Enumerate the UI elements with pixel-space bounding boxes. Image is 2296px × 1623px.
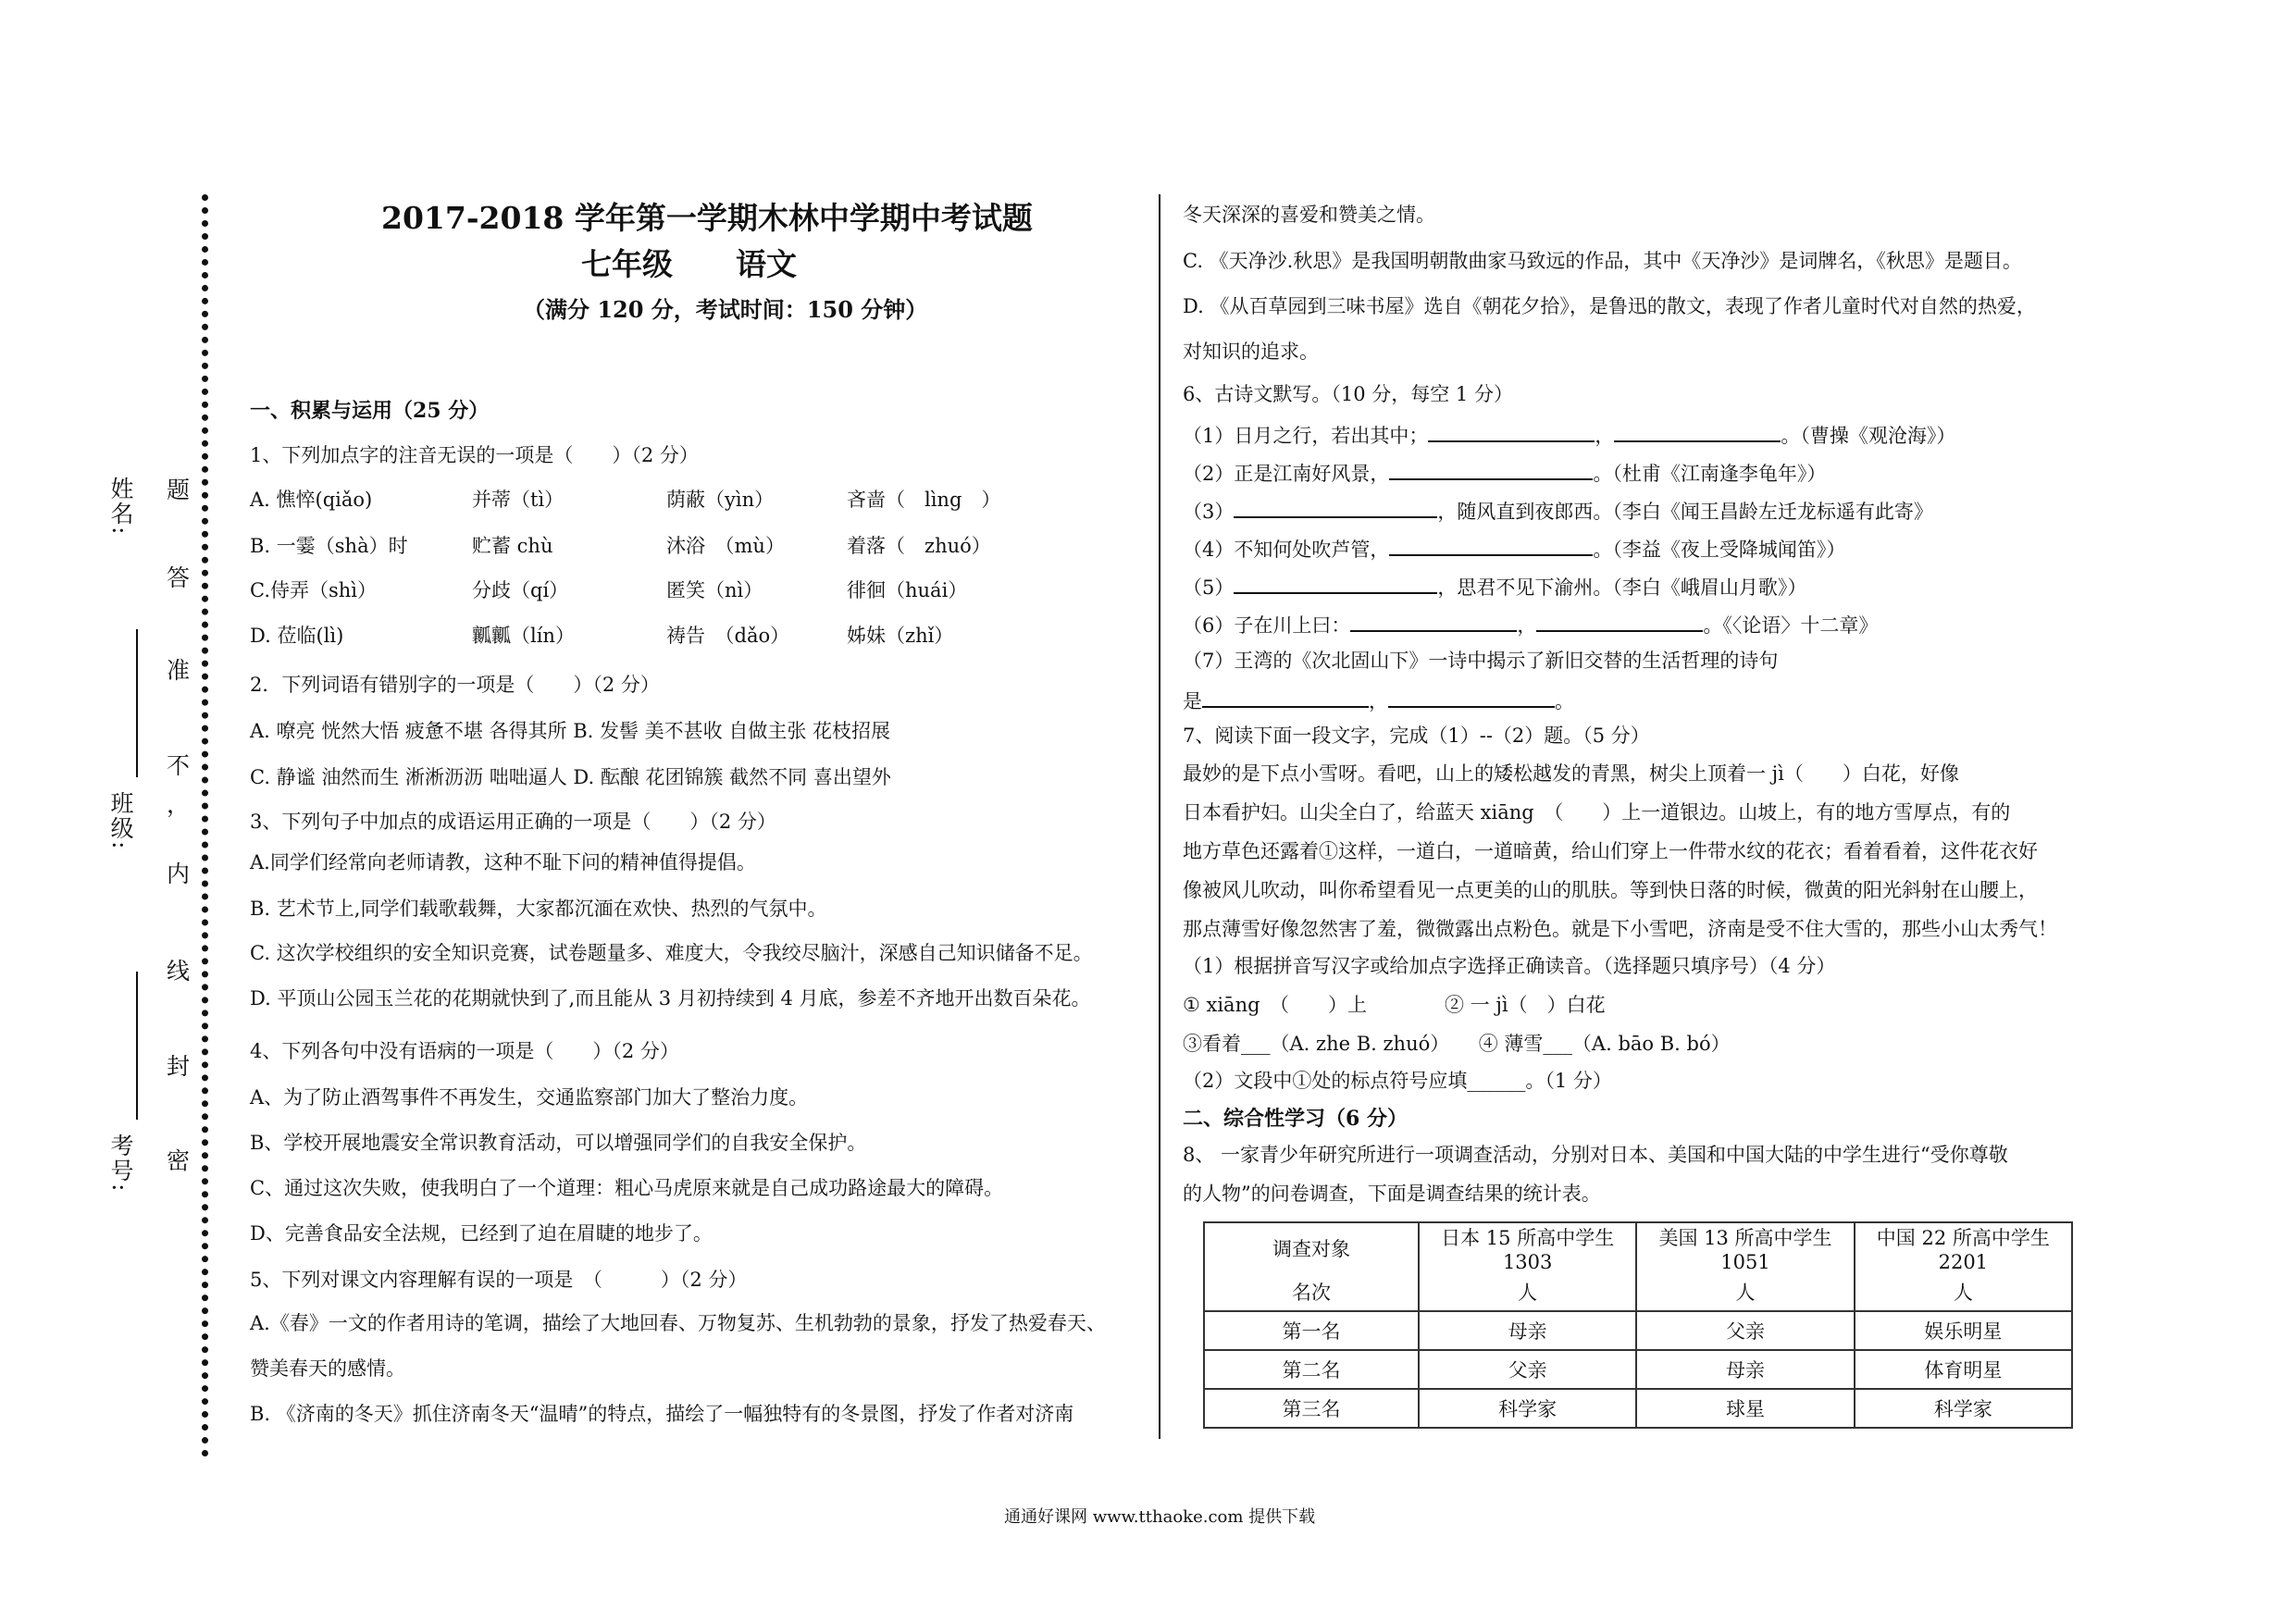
column-divider (1159, 194, 1160, 1439)
class-blank[interactable] (136, 629, 138, 777)
q6-row (1183, 462, 1826, 484)
q1-option-cell: B. 一霎（shà）时 (250, 535, 408, 557)
q6-row-source: 。《〈论语〉十二章》 (1703, 614, 1879, 637)
q6-row-source: 。（曹操《观沧海》） (1781, 425, 1956, 447)
q8-stem: 8、 一家青少年研究所进行一项调查活动，分别对日本、美国和中国大陆的中学生进行“受你尊敬 (1183, 1144, 2008, 1166)
q6-row-source: 。 (1555, 690, 1574, 712)
q6-row (1183, 576, 1806, 598)
table-col-usa: 美国 13 所高中学生 1051 (1636, 1222, 1854, 1273)
table-cell: 体育明星 (1855, 1350, 2072, 1389)
table-col-china: 中国 22 所高中学生 2201 (1855, 1222, 2072, 1273)
q1-option-cell: 姊妹（zhǐ） (847, 625, 954, 647)
q3-option-d: D. 平顶山公园玉兰花的花期就快到了,而且能从 3 月初持续到 4 月底，参差不齐地开出数百朵花。 (250, 987, 1091, 1010)
q6-row-source: ，思君不见下渝州。（李白《峨眉山月歌》） (1437, 576, 1807, 599)
q6-answer-blank[interactable] (1389, 462, 1593, 480)
q4-option-d: D、完善食品安全法规，已经到了迫在眉睫的地步了。 (250, 1222, 713, 1245)
q6-row-text: （2）正是江南好风景， (1183, 463, 1390, 485)
table-rank-cell: 第一名 (1204, 1311, 1419, 1350)
binding-warning-char: 内 (167, 861, 191, 887)
q1-stem: 1、下列加点字的注音无误的一项是（ ）（2 分） (250, 444, 699, 466)
q6-row (1183, 613, 1878, 636)
q6-row (1183, 538, 1845, 560)
q7-sub2: （2）文段中①处的标点符号应填______。（1 分） (1183, 1070, 1612, 1092)
table-header-left: 调查对象 (1204, 1222, 1419, 1273)
q3-stem: 3、下列句子中加点的成语运用正确的一项是（ ）（2 分） (250, 811, 776, 833)
q6-row-text: （6）子在川上曰： (1183, 614, 1351, 637)
binding-warning-char: ， (167, 791, 191, 818)
table-cell: 母亲 (1419, 1311, 1636, 1350)
q5-option-d: D. 《从百草园到三味书屋》选自《朝花夕拾》，是鲁迅的散文，表现了作者儿童时代对自然的热爱， (1183, 295, 2036, 317)
q6-answer-blank[interactable] (1536, 613, 1703, 632)
q1-option-cell: 分歧（qí） (472, 579, 569, 601)
q6-answer-blank[interactable] (1614, 424, 1781, 442)
table-cell: 父亲 (1636, 1311, 1854, 1350)
q1-option-cell: A. 憔悴(qiǎo) (250, 489, 373, 511)
q1-option-cell: 并蒂（tì） (472, 489, 565, 511)
q1-option-cell: C.侍弄（shì） (250, 579, 378, 601)
table-row (1204, 1389, 2072, 1428)
q1-option-cell: 祷告 （dǎo） (666, 625, 790, 647)
table-cell: 科学家 (1419, 1389, 1636, 1428)
q1-option-cell: 瓤瓤（lín） (472, 625, 575, 647)
q5-stem: 5、下列对课文内容理解有误的一项是 （ ）（2 分） (250, 1269, 748, 1291)
q7-sub1-items-a: ① xiāng （ ）上 ② 一 jì（ ）白花 (1183, 994, 1606, 1016)
q4-stem: 4、下列各句中没有语病的一项是（ ）（2 分） (250, 1040, 679, 1062)
table-cell: 父亲 (1419, 1350, 1636, 1389)
q6-answer-blank[interactable] (1388, 689, 1555, 708)
grade-label: 七年级 (581, 246, 673, 282)
q6-row-source: 。（李益《夜上受降城闻笛》） (1593, 539, 1846, 561)
table-row (1204, 1350, 2072, 1389)
q7-sub1-items-b: ③看着___（A. zhe B. zhuó） ④ 薄雪___（A. bāo B. bó） (1183, 1033, 1731, 1055)
q6-answer-blank[interactable] (1202, 689, 1369, 708)
q6-row-separator: ， (1517, 614, 1537, 637)
binding-dotted-line (202, 194, 208, 1457)
q5-option-d-cont: 对知识的追求。 (1183, 341, 1319, 363)
q2-row-cd: C. 静谧 油然而生 淅淅沥沥 咄咄逼人 D. 酝酿 花团锦簇 截然不同 喜出望外 (250, 766, 891, 788)
q2-row-ab: A. 嘹亮 恍然大悟 疲惫不堪 各得其所 B. 发髻 美不甚收 自做主张 花枝招展 (250, 720, 891, 742)
table-rank-cell: 第二名 (1204, 1350, 1419, 1389)
q6-answer-blank[interactable] (1234, 500, 1437, 518)
binding-warning-char: 封 (167, 1053, 191, 1080)
q5-option-a: A.《春》一文的作者用诗的笔调，描绘了大地回春、万物复苏、生机勃勃的景象，抒发了热爱春天、 (250, 1312, 1106, 1334)
q6-row-source: 。（杜甫《江南逢李龟年》） (1593, 463, 1827, 485)
q6-row-text: （3） (1183, 501, 1235, 523)
table-cell: 娱乐明星 (1855, 1311, 2072, 1350)
section1-heading: 一、积累与运用（25 分） (250, 399, 490, 423)
table-cell: 球星 (1636, 1389, 1854, 1428)
footer: 通通好课网 www.tthaoke.com 提供下载 (1004, 1507, 1316, 1527)
q7-passage-3: 地方草色还露着①这样，一道白，一道暗黄，给山们穿上一件带水纹的花衣；看着看着，这件花衣好 (1183, 840, 2038, 862)
q3-option-a: A.同学们经常向老师请教，这种不耻下问的精神值得提倡。 (250, 851, 756, 873)
q7-passage-2: 日本看护妇。山尖全白了，给蓝天 xiāng （ ）上一道银边。山坡上，有的地方雪厚点，有的 (1183, 801, 2011, 824)
q6-row (1183, 424, 1955, 446)
table-col-japan: 日本 15 所高中学生 1303 (1419, 1222, 1636, 1273)
q1-option-cell: 荫蔽（yìn） (666, 489, 775, 511)
q7-passage-5: 那点薄雪好像忽然害了羞，微微露出点粉色。就是下小雪吧，济南是受不住大雪的，那些小山太秀气！ (1183, 918, 2057, 940)
q8-stem-cont: 的人物”的问卷调查，下面是调查结果的统计表。 (1183, 1183, 1601, 1205)
section2-heading: 二、综合性学习（6 分） (1183, 1107, 1408, 1131)
table-col-japan-unit: 人 (1419, 1273, 1636, 1311)
subject-label: 语文 (736, 246, 797, 282)
q6-row-text: 是 (1183, 690, 1202, 712)
q6-row-separator: ， (1595, 425, 1615, 447)
q6-row (1183, 500, 1933, 522)
q1-option-cell: 沐浴 （mù） (666, 535, 785, 557)
table-col-usa-unit: 人 (1636, 1273, 1854, 1311)
q6-answer-blank[interactable] (1389, 538, 1593, 556)
table-rank-cell: 第三名 (1204, 1389, 1419, 1428)
survey-table (1203, 1221, 2073, 1429)
q4-option-b: B、学校开展地震安全常识教育活动，可以增强同学们的自我安全保护。 (250, 1132, 867, 1154)
binding-warning-char: 答 (167, 564, 191, 591)
q6-answer-blank[interactable] (1234, 576, 1437, 594)
table-cell: 科学家 (1855, 1389, 2072, 1428)
table-header-rank: 名次 (1204, 1273, 1419, 1311)
q5-option-b-cont: 冬天深深的喜爱和赞美之情。 (1183, 204, 1435, 226)
q6-row-source: ，随风直到夜郎西。（李白《闻王昌龄左迁龙标遥有此寄》 (1437, 501, 1933, 523)
exam-no-label: 考号: (107, 1134, 134, 1194)
binding-warning-char: 线 (167, 958, 191, 985)
binding-warning-char: 准 (167, 657, 191, 684)
q5-option-a-cont: 赞美春天的感情。 (250, 1357, 405, 1380)
q6-row-text: （1）日月之行，若出其中； (1183, 425, 1429, 447)
q1-option-cell: D. 莅临(lì) (250, 625, 344, 647)
q3-option-c: C. 这次学校组织的安全知识竞赛，试卷题量多、难度大，令我绞尽脑汁，深感自己知识储备不足。 (250, 942, 1093, 964)
q1-option-cell: 匿笑（nì） (666, 579, 763, 601)
q6-row (1183, 689, 1574, 712)
exam-no-blank[interactable] (136, 972, 138, 1120)
q1-option-cell: 贮蓄 chù (472, 535, 553, 557)
class-label: 班级: (107, 791, 134, 851)
q4-option-a: A、为了防止酒驾事件不再发生，交通监察部门加大了整治力度。 (250, 1086, 809, 1109)
q7-sub1: （1）根据拼音写汉字或给加点字选择正确读音。（选择题只填序号）（4 分） (1183, 955, 1836, 977)
q1-option-cell: 着落（ zhuó） (847, 535, 991, 557)
q1-option-cell: 徘徊（huái） (847, 579, 968, 601)
q7-stem: 7、阅读下面一段文字，完成（1）--（2）题。（5 分） (1183, 725, 1650, 747)
q6-answer-blank[interactable] (1428, 424, 1595, 442)
q6-row-text: （5） (1183, 576, 1235, 599)
table-row (1204, 1311, 2072, 1350)
q6-stem: 6、古诗文默写。（10 分，每空 1 分） (1183, 383, 1513, 405)
score-time: （满分 120 分，考试时间：150 分钟） (523, 296, 928, 323)
table-col-china-unit: 人 (1855, 1273, 2072, 1311)
q7-passage-4: 像被风儿吹动，叫你希望看见一点更美的山的肌肤。等到快日落的时候，微黄的阳光斜射在山腰上， (1183, 879, 2038, 901)
binding-warning-char: 不 (167, 752, 191, 779)
q2-stem: 2．下列词语有错别字的一项是（ ）（2 分） (250, 674, 660, 696)
table-cell: 母亲 (1636, 1350, 1854, 1389)
binding-warning-char: 题 (167, 477, 191, 503)
q5-option-b: B. 《济南的冬天》抓住济南冬天“温晴”的特点，描绘了一幅独特有的冬景图，抒发了作者对济南 (250, 1403, 1074, 1425)
q7-passage-1: 最妙的是下点小雪呀。看吧，山上的矮松越发的青黑，树尖上顶着一 jì（ ）白花，好像 (1183, 762, 1959, 785)
q3-option-b: B. 艺术节上,同学们载歌载舞，大家都沉湎在欢快、热烈的气氛中。 (250, 898, 827, 920)
q6-row-separator: ， (1369, 690, 1388, 712)
binding-warning-char: 密 (167, 1147, 191, 1174)
q4-option-c: C、通过这次失败，使我明白了一个道理：粗心马虎原来就是自己成功路途最大的障碍。 (250, 1177, 1004, 1199)
name-label: 姓名: (107, 477, 134, 537)
q6-row-text: （7）王湾的《次北固山下》一诗中揭示了新旧交替的生活哲理的诗句 (1183, 650, 1779, 672)
q5-option-c: C. 《天净沙.秋思》是我国明朝散曲家马致远的作品，其中《天净沙》是词牌名，《秋思》是题目。 (1183, 250, 2022, 272)
exam-title: 2017-2018 学年第一学期木林中学期中考试题 (381, 200, 1033, 236)
q6-row-text: （4）不知何处吹芦管， (1183, 539, 1390, 561)
q6-row (1183, 651, 1778, 671)
q1-option-cell: 吝啬（ lìng ） (847, 489, 1001, 511)
q6-answer-blank[interactable] (1350, 613, 1517, 632)
